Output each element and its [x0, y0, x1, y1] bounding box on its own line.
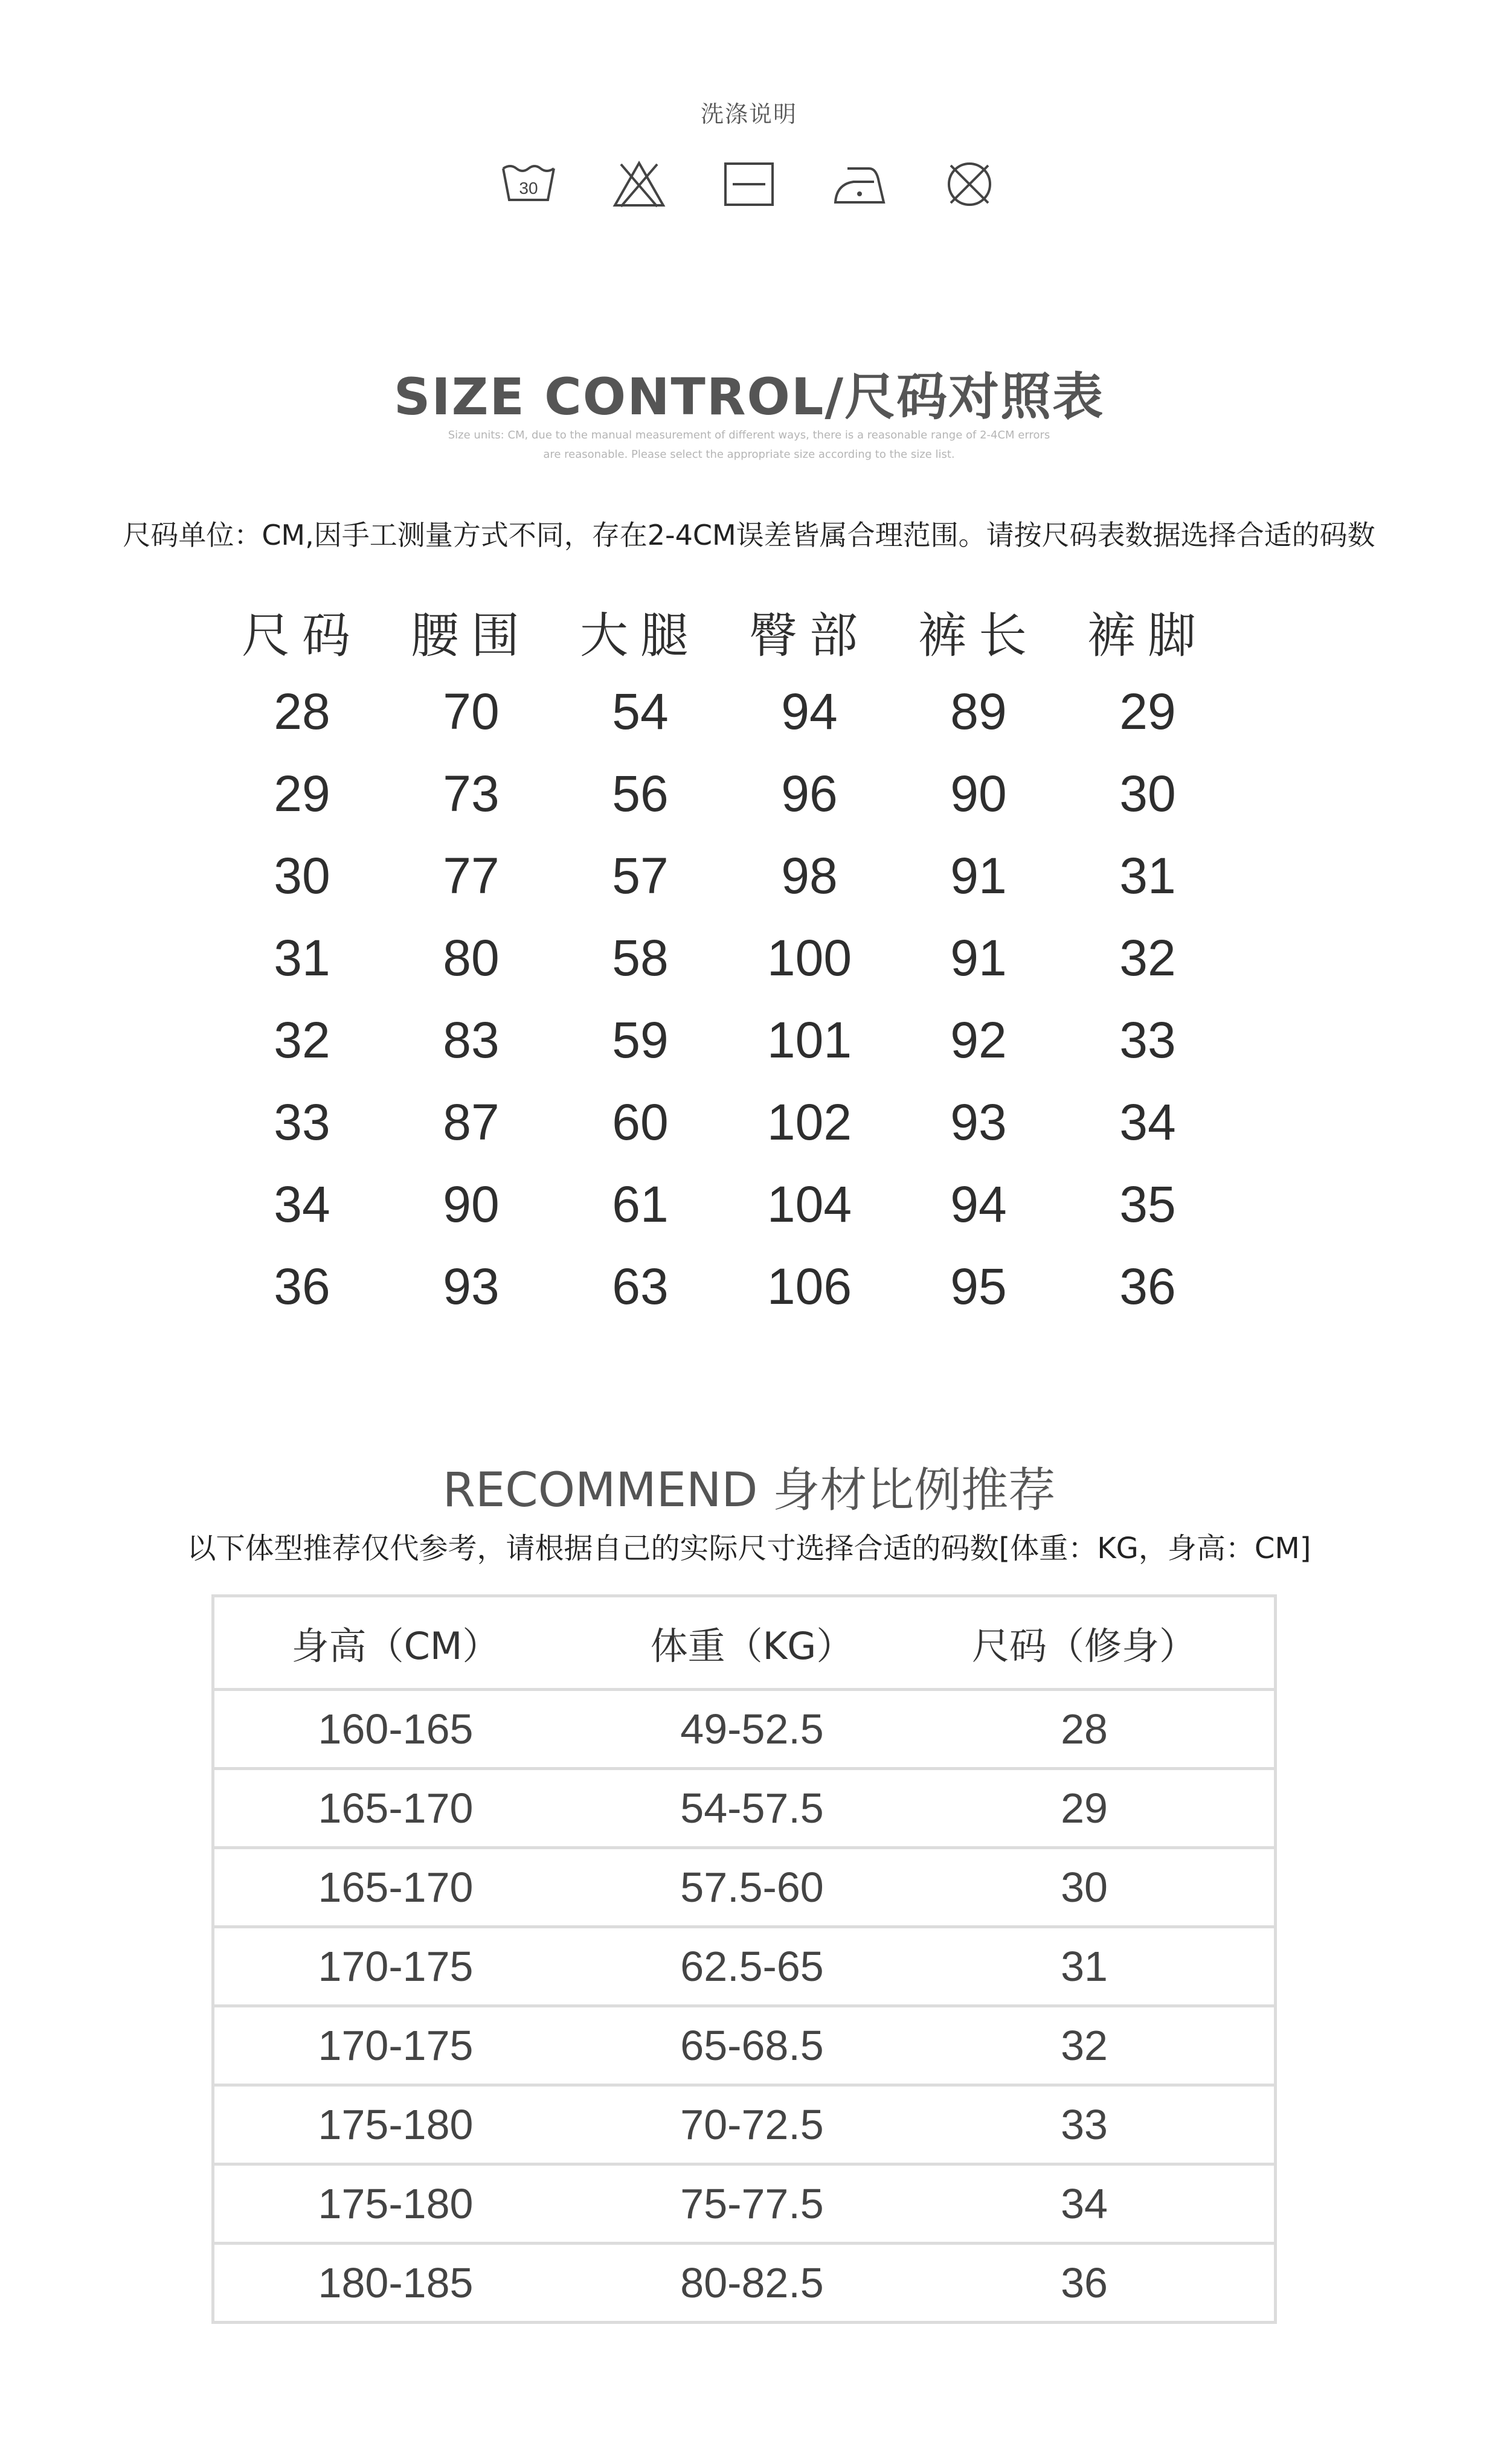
size-chart-cell: 28 — [274, 682, 330, 740]
size-chart-cell: 94 — [950, 1175, 1007, 1233]
size-header-length: 裤长 — [918, 607, 1039, 664]
recommend-header-weight: 体重（KG） — [650, 1623, 854, 1668]
size-chart-cell: 102 — [767, 1093, 852, 1150]
recommend-table-row — [214, 2004, 1274, 2084]
size-chart-header-row — [217, 592, 1281, 670]
size-chart-cell: 89 — [950, 682, 1007, 740]
size-chart-cell: 32 — [1119, 929, 1176, 986]
recommend-table-cell: 34 — [1061, 2180, 1108, 2227]
iron-low-icon — [826, 151, 893, 217]
size-chart-row — [217, 917, 1281, 999]
recommend-table-cell: 175-180 — [318, 2101, 474, 2148]
size-chart-cell: 34 — [1119, 1093, 1176, 1150]
size-description-line-1: Size units: CM, due to the manual measurement of different ways, there is a reasonable range of 2-4CM errors — [448, 429, 1050, 441]
size-unit-note: 尺码单位：CM,因手工测量方式不同，存在2-4CM误差皆属合理范围。请按尺码表数据选择合适的码数 — [123, 519, 1375, 551]
size-header-size: 尺码 — [242, 607, 362, 664]
recommend-table-row — [214, 1846, 1274, 1925]
size-chart-cell: 59 — [612, 1011, 669, 1068]
size-chart-cell: 93 — [443, 1257, 500, 1315]
size-header-hem: 裤脚 — [1087, 607, 1208, 664]
recommend-header-height: 身高（CM） — [291, 1623, 500, 1668]
size-chart-cell: 61 — [612, 1175, 669, 1233]
recommend-note: 以下体型推荐仅代参考，请根据自己的实际尺寸选择合适的码数[体重：KG，身高：CM] — [187, 1532, 1311, 1565]
recommend-table-cell: 80-82.5 — [680, 2259, 824, 2306]
recommend-table-cell: 31 — [1061, 1943, 1108, 1990]
size-chart-row — [217, 1081, 1281, 1163]
size-chart-cell: 91 — [950, 847, 1007, 904]
recommend-table-cell: 62.5-65 — [680, 1943, 824, 1990]
recommend-table-row — [214, 1688, 1274, 1767]
size-chart-cell: 60 — [612, 1093, 669, 1150]
recommend-table-cell: 32 — [1061, 2022, 1108, 2069]
size-chart-cell: 32 — [274, 1011, 330, 1068]
recommend-header-row — [214, 1597, 1274, 1688]
size-chart-cell: 70 — [443, 682, 500, 740]
size-chart-cell: 96 — [781, 765, 838, 822]
size-chart-cell: 58 — [612, 929, 669, 986]
size-chart-cell: 57 — [612, 847, 669, 904]
size-chart-cell: 106 — [767, 1257, 852, 1315]
size-chart-cell: 100 — [767, 929, 852, 986]
size-chart-row — [217, 1163, 1281, 1245]
size-chart-body — [217, 670, 1281, 1327]
size-chart-cell: 80 — [443, 929, 500, 986]
size-chart-cell: 91 — [950, 929, 1007, 986]
recommend-table — [211, 1594, 1277, 2324]
size-header-hip: 臀部 — [749, 607, 870, 664]
size-chart-cell: 30 — [274, 847, 330, 904]
size-chart-cell: 29 — [274, 765, 330, 822]
size-chart-cell: 98 — [781, 847, 838, 904]
wash-30-icon — [495, 151, 562, 217]
recommend-table-cell: 70-72.5 — [680, 2101, 824, 2148]
recommend-table-cell: 65-68.5 — [680, 2022, 824, 2069]
recommend-table-cell: 33 — [1061, 2101, 1108, 2148]
size-chart-cell: 33 — [274, 1093, 330, 1150]
size-chart-row — [217, 670, 1281, 752]
recommend-table-row — [214, 1925, 1274, 2004]
size-chart-cell: 33 — [1119, 1011, 1176, 1068]
recommend-table-body — [214, 1688, 1274, 2321]
recommend-table-cell: 175-180 — [318, 2180, 474, 2227]
tumble-dry-flat-icon — [716, 151, 782, 217]
size-chart-cell: 29 — [1119, 682, 1176, 740]
recommend-table-cell: 28 — [1061, 1705, 1108, 1753]
wash-icons-row — [495, 151, 1003, 217]
size-chart-cell: 90 — [443, 1175, 500, 1233]
size-chart-cell: 90 — [950, 765, 1007, 822]
recommend-header-size: 尺码（修身） — [971, 1623, 1197, 1668]
size-header-thigh: 大腿 — [580, 607, 701, 664]
size-chart-cell: 93 — [950, 1093, 1007, 1150]
recommend-table-cell: 29 — [1061, 1785, 1108, 1832]
size-chart-cell: 36 — [274, 1257, 330, 1315]
size-chart-table — [217, 592, 1281, 1327]
size-chart-cell: 34 — [274, 1175, 330, 1233]
size-chart-cell: 73 — [443, 765, 500, 822]
size-chart-row — [217, 1245, 1281, 1327]
size-chart-row — [217, 835, 1281, 917]
size-chart-cell: 56 — [612, 765, 669, 822]
size-chart-cell: 63 — [612, 1257, 669, 1315]
size-description-line-2: are reasonable. Please select the appropriate size according to the size list. — [543, 448, 955, 461]
size-header-waist: 腰围 — [411, 607, 532, 664]
size-chart-cell: 30 — [1119, 765, 1176, 822]
recommend-title: RECOMMEND 身材比例推荐 — [442, 1463, 1056, 1518]
recommend-table-cell: 54-57.5 — [680, 1785, 824, 1832]
recommend-table-row — [214, 2163, 1274, 2242]
recommend-table-cell: 49-52.5 — [680, 1705, 824, 1753]
recommend-table-cell: 170-175 — [318, 1943, 474, 1990]
size-chart-cell: 104 — [767, 1175, 852, 1233]
size-chart-row — [217, 752, 1281, 835]
recommend-table-cell: 170-175 — [318, 2022, 474, 2069]
recommend-table-cell: 165-170 — [318, 1864, 474, 1911]
size-chart-cell: 83 — [443, 1011, 500, 1068]
recommend-table-cell: 75-77.5 — [680, 2180, 824, 2227]
wash-instructions-title: 洗涤说明 — [700, 101, 797, 127]
size-chart-cell: 95 — [950, 1257, 1007, 1315]
recommend-table-cell: 165-170 — [318, 1785, 474, 1832]
no-bleach-icon — [606, 151, 672, 217]
wash-temperature-label: 30 — [519, 179, 538, 197]
recommend-table-cell: 160-165 — [318, 1705, 474, 1753]
size-chart-cell: 87 — [443, 1093, 500, 1150]
recommend-table-row — [214, 2242, 1274, 2321]
size-chart-cell: 54 — [612, 682, 669, 740]
size-chart-cell: 36 — [1119, 1257, 1176, 1315]
size-chart-cell: 31 — [1119, 847, 1176, 904]
recommend-table-cell: 36 — [1061, 2259, 1108, 2306]
size-chart-cell: 31 — [274, 929, 330, 986]
size-chart-row — [217, 999, 1281, 1081]
recommend-table-row — [214, 2084, 1274, 2163]
size-chart-cell: 92 — [950, 1011, 1007, 1068]
recommend-table-cell: 180-185 — [318, 2259, 474, 2306]
recommend-table-cell: 57.5-60 — [680, 1864, 824, 1911]
size-chart-cell: 77 — [443, 847, 500, 904]
size-chart-cell: 35 — [1119, 1175, 1176, 1233]
size-chart-cell: 94 — [781, 682, 838, 740]
recommend-table-row — [214, 1767, 1274, 1846]
recommend-table-cell: 30 — [1061, 1864, 1108, 1911]
no-dry-clean-icon — [936, 151, 1003, 217]
size-control-title: SIZE CONTROL/尺码对照表 — [393, 367, 1105, 426]
size-chart-cell: 101 — [767, 1011, 852, 1068]
